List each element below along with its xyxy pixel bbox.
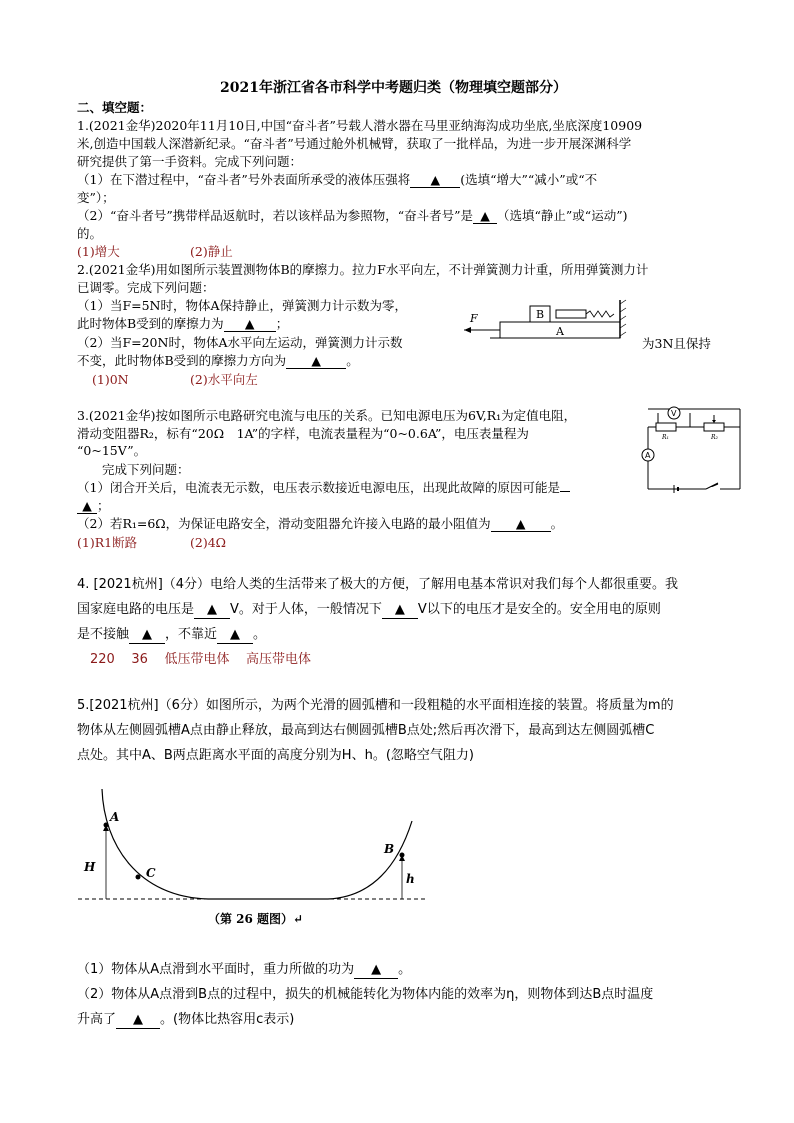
q4-answer-2: 36 bbox=[131, 652, 148, 667]
answer-blank: ▲ bbox=[382, 602, 418, 619]
q1-line3: 研究提供了第一手资料。完成下列问题： bbox=[77, 154, 303, 169]
q2-part1-text: 此时物体B受到的摩擦力为 bbox=[77, 316, 224, 331]
answer-blank: ▲ bbox=[354, 962, 398, 979]
q5-part2: （2）物体从A点滑到B点的过程中，损失的机械能转化为物体内能的效率为η，则物体到达B点时温度 bbox=[77, 987, 654, 1002]
label-small-h: h bbox=[406, 872, 415, 886]
q1-line1: 1.(2021金华)2020年11月10日,中国“奋斗者”号载人潜水器在马里亚纳海沟成功坐底,坐底深度10909 bbox=[77, 118, 643, 133]
q1-line2: 米,创造中国载人深潜新纪录。“奋斗者”号通过舱外机械臂，获取了一批样品，为进一步开展深渊科学 bbox=[77, 136, 632, 151]
q1-part2-options: （选填“静止”或“运动”) bbox=[497, 208, 628, 223]
q5-line3: 点处。其中A、B两点距离水平面的高度分别为H、h。(忽略空气阻力) bbox=[77, 748, 474, 763]
q2-part2-text: 不变，此时物体B受到的摩擦力方向为 bbox=[77, 353, 287, 368]
q1-answer2: (2)静止 bbox=[190, 244, 233, 259]
spring-scale bbox=[556, 310, 586, 318]
q2-line2: 已调零。完成下列问题： bbox=[77, 280, 215, 295]
q5-part2-end: 。(物体比热容用c表示) bbox=[160, 1012, 295, 1027]
q1-part1-options: (选填“增大”“减小”或“不 bbox=[460, 172, 598, 187]
q4-line2-b: V。对于人体，一般情况下 bbox=[230, 602, 382, 617]
q2-part2a-cont: 为3N且保持 bbox=[642, 336, 711, 351]
answer-blank: ▲ bbox=[410, 172, 460, 188]
r1-label: R₁ bbox=[662, 434, 669, 441]
q3-line4: 完成下列问题： bbox=[102, 462, 190, 477]
answer-blank: ▲ bbox=[473, 208, 497, 224]
q4-line2 bbox=[77, 602, 661, 619]
resistor-r1 bbox=[656, 423, 676, 431]
q2-part2b bbox=[77, 353, 359, 369]
answer-blank: ▲ bbox=[224, 316, 276, 332]
q4-line2-c: V以下的电压才是安全的。安全用电的原则 bbox=[417, 602, 661, 617]
label-f: F bbox=[470, 312, 478, 325]
q3-part1-end: ； bbox=[97, 498, 110, 513]
q1-part2 bbox=[77, 208, 627, 224]
q4-answer-4: 高压带电体 bbox=[245, 652, 311, 667]
q4-line2-a: 国家庭电路的电压是 bbox=[77, 602, 195, 617]
q5-track-diagram bbox=[78, 785, 438, 905]
point-c bbox=[136, 875, 141, 880]
answer-blank: ▲ bbox=[77, 498, 97, 514]
q2-part1-end: ； bbox=[275, 316, 289, 331]
q4-answers bbox=[90, 652, 311, 668]
q5-line1: 5.[2021杭州]（6分）如图所示，为两个光滑的圆弧槽和一段粗糙的水平面相连接的装置。将质量为m的 bbox=[77, 698, 674, 713]
q2-answer1: (1)0N bbox=[92, 372, 129, 387]
wall-hatch bbox=[620, 300, 626, 336]
q1-part1-end: 变”）； bbox=[77, 190, 115, 205]
label-c: C bbox=[146, 866, 156, 880]
answer-blank bbox=[560, 491, 570, 492]
q3-line2: 滑动变阻器R₂，标有“20Ω 1A”的字样，电流表量程为“0~0.6A”，电压表量程为 bbox=[77, 426, 529, 441]
q3-part1-text: （1）闭合开关后，电流表无示数，电压表示数接近电源电压，出现此故障的原因可能是 bbox=[77, 480, 560, 495]
q4-line3 bbox=[77, 627, 266, 644]
q3-circuit-diagram bbox=[640, 405, 746, 497]
q2-line1: 2.(2021金华)用如图所示装置测物体B的摩擦力。拉力F水平向左，不计弹簧测力计重，所用弹簧测力计 bbox=[77, 262, 649, 277]
force-arrow-head bbox=[464, 327, 471, 333]
q3-part1 bbox=[77, 480, 570, 495]
q3-part2 bbox=[77, 516, 563, 532]
q5-part1-end: 。 bbox=[398, 962, 412, 977]
q1-part1 bbox=[77, 172, 597, 188]
answer-blank: ▲ bbox=[491, 516, 551, 532]
answer-blank: ▲ bbox=[116, 1012, 160, 1029]
answer-blank: ▲ bbox=[194, 602, 230, 619]
q4-line3-c: 。 bbox=[253, 627, 267, 642]
q4-line3-b: ，不靠近 bbox=[165, 627, 218, 642]
q3-line1: 3.(2021金华)按如图所示电路研究电流与电压的关系。已知电源电压为6V,R₁为定值电阻， bbox=[77, 408, 577, 423]
q2-part2a: （2）当F=20N时，物体A水平向左运动，弹簧测力计示数 bbox=[77, 335, 403, 350]
q4-line3-a: 是不接触 bbox=[77, 627, 130, 642]
q5-line2: 物体从左侧圆弧槽A点由静止释放，最高到达右侧圆弧槽B点处;然后再次滑下，最高到达左侧圆弧槽C bbox=[77, 723, 655, 738]
answer-blank: ▲ bbox=[129, 627, 165, 644]
ammeter-label: A bbox=[645, 451, 651, 460]
q2-part1b bbox=[77, 316, 288, 332]
rheostat-r2 bbox=[704, 423, 724, 431]
label-b: B bbox=[384, 842, 395, 856]
section-heading: 二、填空题： bbox=[77, 100, 153, 115]
q4-answer-3: 低压带电体 bbox=[164, 652, 230, 667]
label-b: B bbox=[536, 308, 545, 321]
q5-part1-text: （1）物体从A点滑到水平面时，重力所做的功为 bbox=[77, 962, 355, 977]
answer-blank: ▲ bbox=[217, 627, 253, 644]
left-arc bbox=[102, 789, 208, 899]
q3-answer1: (1)R1断路 bbox=[77, 535, 138, 550]
q2-friction-diagram bbox=[460, 298, 630, 346]
answer-blank: ▲ bbox=[286, 353, 346, 369]
q2-part2-end: 。 bbox=[346, 353, 359, 368]
label-a: A bbox=[556, 325, 564, 338]
q5-part1 bbox=[77, 962, 411, 979]
q3-line3: “0~15V”。 bbox=[77, 443, 147, 458]
q1-part1-text: （1）在下潜过程中，“奋斗者”号外表面所承受的液体压强将 bbox=[77, 172, 411, 187]
q1-answer1: (1)增大 bbox=[77, 244, 120, 259]
spring bbox=[586, 311, 614, 317]
q4-answer-1: 220 bbox=[90, 652, 115, 667]
q1-part2-end: 的。 bbox=[77, 226, 103, 241]
q1-part2-text: （2）“奋斗者号”携带样品返航时，若以该样品为参照物，“奋斗者号”是 bbox=[77, 208, 474, 223]
q3-part2-end: 。 bbox=[550, 516, 564, 531]
q3-part2-text: （2）若R₁=6Ω，为保证电路安全，滑动变阻器允许接入电路的最小阻值为 bbox=[77, 516, 491, 531]
q2-part1a: （1）当F=5N时，物体A保持静止，弹簧测力计示数为零， bbox=[77, 298, 408, 313]
voltmeter-label: V bbox=[671, 409, 677, 418]
right-arc bbox=[328, 821, 412, 899]
q5-figure-caption: （第 26 题图）↵ bbox=[208, 912, 304, 926]
q2-answer2: (2)水平向左 bbox=[190, 372, 258, 387]
q5-part2-text: 升高了 bbox=[77, 1012, 117, 1027]
label-big-h: H bbox=[84, 860, 96, 874]
q3-part1-cont bbox=[77, 498, 110, 514]
page-title: 2021年浙江省各市科学中考题归类（物理填空题部分） bbox=[220, 80, 567, 96]
r2-label: R₂ bbox=[711, 434, 718, 441]
label-a: A bbox=[110, 810, 120, 824]
q3-answer2: (2)4Ω bbox=[190, 535, 227, 550]
q5-part2-cont bbox=[77, 1012, 294, 1029]
q4-line1: 4. [2021杭州]（4分）电给人类的生活带来了极大的方便，了解用电基本常识对我们每个人都很重要。我 bbox=[77, 577, 679, 592]
